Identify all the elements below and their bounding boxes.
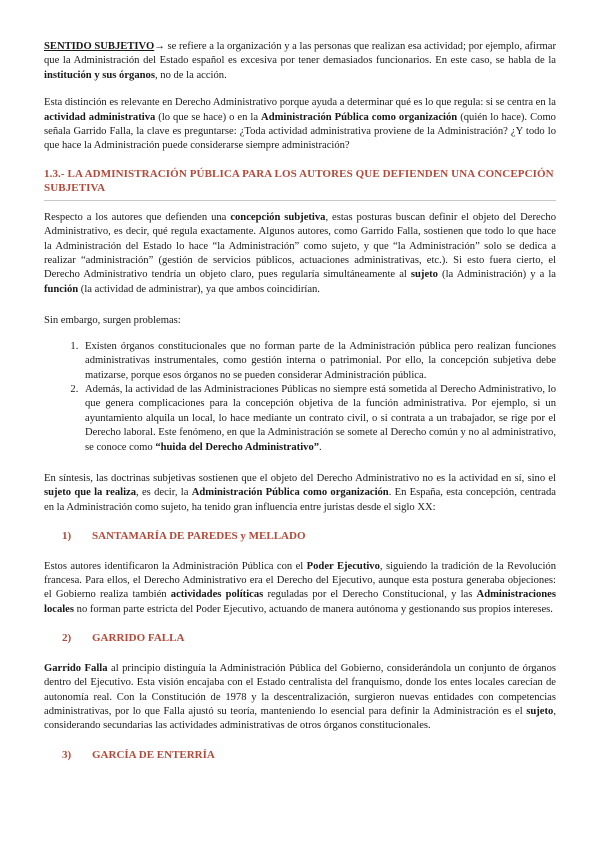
paragraph-distincion [44, 96, 556, 154]
subheading-number: 3) [62, 748, 72, 761]
bold-span: sujeto [526, 706, 554, 717]
arrow-icon: → [154, 41, 165, 52]
bold-span: actividades políticas [170, 589, 264, 601]
text-span: al principio distinguía la Administración Pública del Gobierno, considerándola un conjunto de órganos dentro del Ejecutivo. Esta visión encajaba con el Estado centralista del franquismo, donde los entes locales carecían de autonomía real. Con la Constitución de 1978 y la descentralización, surgieron nuevas entidades con competencias administrativas, por lo que Falla ajustó su teoría, manteniendo lo esencial para definir la Administración es el [44, 662, 556, 717]
bold-span: actividad administrativa [44, 111, 156, 123]
text-span: se refiere a la organización y a las personas que realizan esa actividad; por ejemplo, afirmar que la Administración del Estado español es excesiva por tener demasiados funcionarios. En este caso, se habla de la [44, 41, 556, 67]
bold-span: institución y sus órganos [44, 69, 155, 81]
document-page [44, 40, 556, 762]
bold-span: sujeto que la realiza [44, 487, 137, 499]
bold-span: función [44, 283, 79, 295]
bold-span: Administraciones locales [44, 589, 556, 615]
paragraph-garrido-falla [44, 662, 556, 734]
section-heading: 1.3.- LA ADMINISTRACIÓN PÚBLICA PARA LOS AUTORES QUE DEFIENDEN UNA CONCEPCIÓN SUBJETIVA [44, 167, 556, 201]
text-span: (la actividad de administrar), ya que ambos coincidirían. [78, 283, 320, 295]
text-span: . [319, 441, 322, 453]
text-span: (lo que se hace) o en la [155, 111, 262, 123]
text-span: (quién lo hace). Como señala Garrido Falla, la clave es preguntarse: ¿Toda actividad administrativa proviene de la Administración? ¿Y todo lo que hace la Administración puede considerarse siempre administración? [44, 111, 556, 152]
bold-span: Garrido Falla [44, 662, 108, 674]
list-item [81, 383, 556, 455]
bold-span: Administración Pública como organización [261, 111, 458, 123]
text-span: Esta distinción es relevante en Derecho Administrativo porque ayuda a determinar qué es lo que regula: si se centra en la [44, 97, 556, 109]
problems-list [44, 340, 556, 455]
bold-span: sujeto [410, 269, 438, 281]
paragraph-sintesis [44, 472, 556, 515]
paragraph-santamaria [44, 560, 556, 618]
subheading-santamaria [44, 529, 556, 544]
text-span: , estas posturas buscan definir el objeto del Derecho Administrativo, es decir, qué regula exactamente. Algunos autores, como Garrido Falla, sostienen que todo lo que hace la Administración del Estado lo hace “la Administración” como sujeto, y que “la Administración” solo se dedica a realizar “administración” (gestión de servicios públicos, actuaciones administrativas, etc.). Si esto fuera cierto, el Derecho Administrativo tendría un objeto claro, pues regularía simultáneamente al [44, 211, 557, 281]
text-span: reguladas por el Derecho Constitucional, y las [263, 589, 477, 601]
list-item: 1. Existen órganos constitucionales que no forman parte de la Administración pública pero realizan funciones administrativas instrumentales, como gestión interna o patrimonial. Por ello, la concepción subjetiva debe matizarse, porque esos órganos no se pueden considerar Administración pública. [81, 340, 556, 383]
text-span: Respecto a los autores que defienden una [44, 211, 231, 223]
subheading-label: GARRIDO FALLA [92, 632, 185, 645]
text-span: , considerando secundarias las actividades administrativas de otros órganos constitucionales. [44, 706, 556, 732]
paragraph-concepcion-subjetiva [44, 211, 556, 297]
subheading-number: 1) [62, 530, 72, 543]
bold-span: Administración Pública como organización [191, 487, 389, 499]
text-span: Estos autores identificaron la Administración Pública con el [44, 560, 307, 572]
text-span: , es decir, la [136, 487, 192, 499]
subheading-garcia-de-enterria [44, 748, 556, 763]
text-span: Además, la actividad de las Administraciones Públicas no siempre está sometida al Derecho Administrativo, lo que genera complicaciones para la concepción objetiva de la función administrativa. Por ejemplo, si un ayuntamiento alquila un local, lo hace mediante un contrato civil, o si contrata a un trabajador, se rige por el Derecho laboral. Este fenómeno, en que la Administración se somete al Derecho común y no al administrativo, se conoce como [85, 383, 556, 453]
text-span: no forman parte estricta del Poder Ejecutivo, actuando de manera autónoma y gestionando sus propios intereses. [74, 603, 553, 615]
bold-span: concepción subjetiva [230, 211, 326, 223]
bold-span: “huida del Derecho Administrativo” [155, 441, 320, 453]
subheading-label: SANTAMARÍA DE PAREDES y MELLADO [92, 530, 306, 543]
paragraph-problemas: Sin embargo, surgen problemas: [44, 315, 181, 327]
text-span: (la Administración) y a la [437, 269, 556, 281]
subheading-garrido-falla [44, 631, 556, 646]
text-span: En síntesis, las doctrinas subjetivas sostienen que el objeto del Derecho Administrativo no es la actividad en sí, sino el [44, 472, 556, 484]
text-span: , no de la acción. [154, 69, 227, 81]
text-span: . En España, esta concepción, centrada en la Administración como sujeto, ha tenido gran influencia entre juristas desde el siglo XX: [44, 487, 556, 513]
term-sentido-subjetivo: SENTIDO SUBJETIVO [44, 41, 155, 52]
paragraph-sentido-subjetivo [44, 40, 556, 83]
bold-span: Poder Ejecutivo [306, 560, 380, 572]
subheading-label: GARCÍA DE ENTERRÍA [92, 748, 215, 761]
text-span: , siguiendo la tradición de la Revolución francesa. Para ellos, el Derecho Administrativo era el Derecho del Ejecutivo, aunque esta postura generaba objeciones: el Gobierno realiza también [44, 560, 556, 601]
subheading-number: 2) [62, 632, 72, 645]
